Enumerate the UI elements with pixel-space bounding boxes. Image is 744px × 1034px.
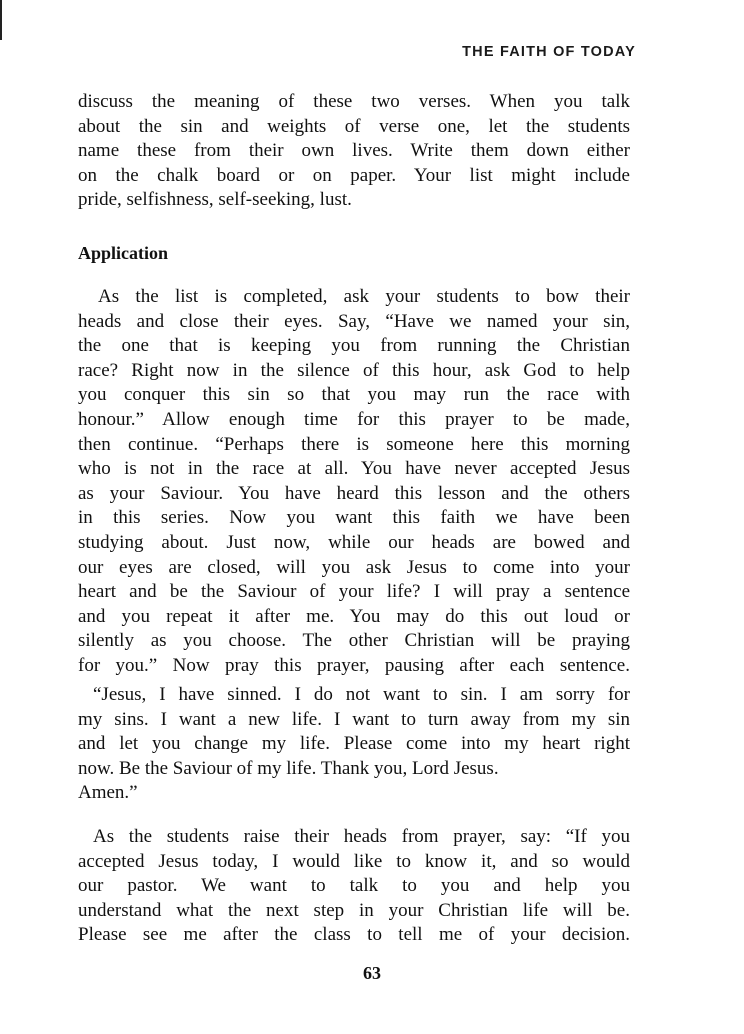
scan-edge — [0, 0, 2, 40]
text-line: on the chalk board or on paper. Your list might include — [78, 164, 630, 186]
text-line: for you.” Now pray this prayer, pausing after each sentence. — [78, 654, 630, 676]
text-line: Please see me after the class to tell me of your decision. — [78, 924, 630, 946]
text-line: then continue. “Perhaps there is someone here this morning — [78, 433, 630, 455]
text-line: and let you change my life. Please come into my heart right — [78, 733, 630, 755]
text-line: name these from their own lives. Write them down either — [78, 140, 630, 162]
text-line: accepted Jesus today, I would like to know it, and so would — [78, 850, 630, 872]
text-line: Amen.” — [78, 782, 138, 804]
text-line: “Jesus, I have sinned. I do not want to sin. I am sorry for — [93, 684, 630, 705]
text-line: and you repeat it after me. You may do this out loud or — [78, 605, 630, 627]
paragraph-closing — [78, 825, 630, 948]
text-line: heart and be the Saviour of your life? I will pray a sentence — [78, 581, 630, 603]
text-line: race? Right now in the silence of this hour, ask God to help — [78, 359, 630, 381]
paragraph-intro — [78, 90, 630, 213]
paragraph-application — [78, 285, 630, 679]
text-line: in this series. Now you want this faith we have been — [78, 507, 630, 529]
text-line: you conquer this sin so that you may run the race with — [78, 384, 630, 406]
text-line: silently as you choose. The other Christian will be praying — [78, 630, 630, 652]
section-heading: Application — [78, 243, 169, 263]
text-line: pride, selfishness, self-seeking, lust. — [78, 189, 352, 211]
text-line: our eyes are closed, will you ask Jesus to come into your — [78, 556, 630, 578]
text-line: As the list is completed, ask your students to bow their — [98, 286, 630, 307]
text-line: now. Be the Saviour of my life. Thank you, Lord Jesus. — [78, 757, 499, 779]
text-line: about the sin and weights of verse one, let the students — [78, 115, 630, 137]
running-header: THE FAITH OF TODAY — [462, 44, 636, 60]
text-line: honour.” Allow enough time for this prayer to be made, — [78, 408, 630, 430]
text-line: who is not in the race at all. You have never accepted Jesus — [78, 458, 630, 480]
paragraph-prayer — [78, 683, 630, 806]
text-line: the one that is keeping you from running the Christian — [78, 335, 630, 357]
text-line: as your Saviour. You have heard this lesson and the others — [78, 482, 630, 504]
text-line: heads and close their eyes. Say, “Have we named your sin, — [78, 310, 630, 332]
text-line: studying about. Just now, while our heads are bowed and — [78, 531, 630, 553]
text-line: my sins. I want a new life. I want to turn away from my sin — [78, 708, 630, 730]
text-line: As the students raise their heads from prayer, say: “If you — [93, 826, 630, 847]
text-line: discuss the meaning of these two verses. When you talk — [78, 91, 630, 112]
text-line: our pastor. We want to talk to you and help you — [78, 875, 630, 897]
text-line: understand what the next step in your Christian life will be. — [78, 899, 630, 921]
page-number: 63 — [363, 963, 381, 983]
